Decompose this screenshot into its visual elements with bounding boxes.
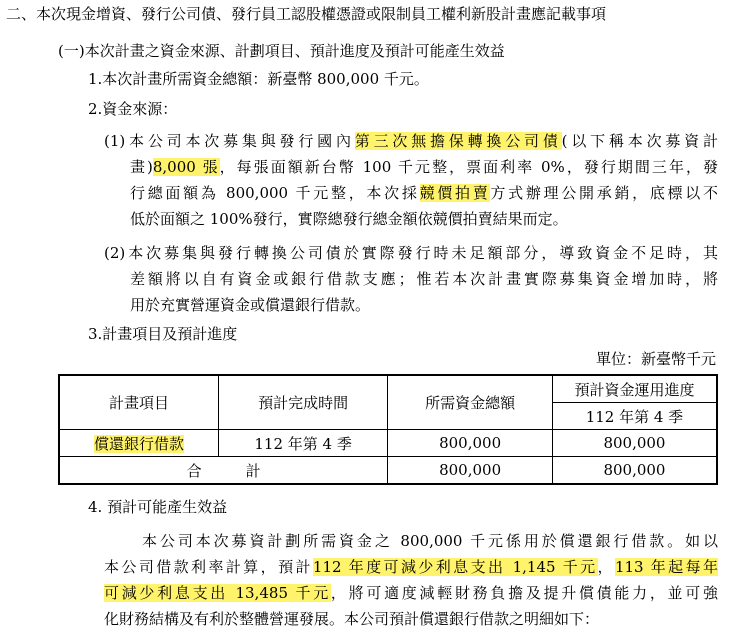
para4-text: ， <box>597 558 615 576</box>
cell-item <box>59 430 218 457</box>
para4-text: ，將可適度減輕財務負擔及提升償債能力，並可強 <box>330 584 718 602</box>
para4-line3 <box>104 582 718 604</box>
para4-line1: 本公司本次募資計劃所需資金之 800,000 千元係用於償還銀行借款。如以 <box>142 532 718 550</box>
para2-line2: 差額將以自有資金或銀行借款支應；惟若本次計畫實際募集資金增加時，將 <box>130 270 718 288</box>
header-total: 所需資金總額 <box>388 375 553 430</box>
header-progress: 預計資金運用進度 <box>552 375 717 403</box>
item-fund-source: 2.資金來源： <box>88 100 178 118</box>
para2-line1: (2)本次募集與發行轉換公司債於實際發行時未足額部分，導致資金不足時，其 <box>104 244 718 262</box>
unit-label: 單位：新臺幣千元 <box>595 350 716 368</box>
highlight-interest-113: 113 年起每年 <box>614 558 718 576</box>
cell-time: 112 年第 4 季 <box>218 430 387 457</box>
para1-text: 畫) <box>130 158 153 176</box>
cell-sum-period: 800,000 <box>552 457 717 485</box>
item-plan-progress: 3.計畫項目及預計進度 <box>88 325 238 343</box>
highlight-bond-name: 第三次無擔保轉換公司債 <box>354 132 562 150</box>
table-sum-row <box>59 457 717 485</box>
table-row <box>59 430 717 457</box>
para1-line2 <box>130 156 718 178</box>
highlight-interest-amount: 可減少利息支出 13,485 千元 <box>104 584 331 602</box>
para1-text: 方式辦理公開承銷，底標以不 <box>490 184 718 202</box>
cell-total: 800,000 <box>388 430 553 457</box>
sum-label-a: 合 <box>186 461 202 480</box>
header-time: 預計完成時間 <box>218 375 387 430</box>
item-benefits: 4. 預計可能產生效益 <box>88 498 228 516</box>
para2-line3: 用於充實營運資金或償還銀行借款。 <box>130 296 371 314</box>
para4-line4: 化財務結構及有利於整體營運發展。本公司預計償還銀行借款之明細如下： <box>104 610 600 628</box>
sum-label-b: 計 <box>245 461 261 480</box>
cell-sum-total: 800,000 <box>388 457 553 485</box>
highlight-auction: 競價拍賣 <box>419 184 491 202</box>
para1-text: 行總面額為 800,000 千元整，本次採 <box>130 184 420 202</box>
para1-text: (1)本公司本次募集與發行國內 <box>104 132 355 150</box>
para4-line2 <box>104 556 718 578</box>
section-heading: 二、本次現金增資、發行公司債、發行員工認股權憑證或限制員工權利新股計畫應記載事項 <box>6 5 607 23</box>
para1-text: ，每張面額新台幣 100 千元整，票面利率 0%，發行期間三年，發 <box>219 158 718 176</box>
table-header-row <box>59 375 717 403</box>
cell-period: 800,000 <box>552 430 717 457</box>
item-total-funds: 1.本次計畫所需資金總額：新臺幣 800,000 千元。 <box>88 70 429 88</box>
highlight-repay: 償還銀行借款 <box>93 434 184 453</box>
para1-line4: 低於面額之 100%發行，實際總發行總金額依競價拍賣結果而定。 <box>130 210 568 228</box>
highlight-interest-112: 112 年度可減少利息支出 1,145 千元 <box>312 558 598 576</box>
para1-text: (以下稱本次募資計 <box>561 132 718 150</box>
para1-line3 <box>130 182 718 204</box>
cell-sum-label <box>59 457 388 485</box>
para1-line1 <box>104 130 718 152</box>
header-period: 112 年第 4 季 <box>552 403 717 430</box>
highlight-unit-count: 8,000 張 <box>152 158 220 176</box>
plan-table <box>58 374 718 485</box>
para4-text: 本公司借款利率計算，預計 <box>104 558 313 576</box>
subsection-title: (一)本次計畫之資金來源、計劃項目、預計進度及預計可能產生效益 <box>58 42 505 60</box>
header-item: 計畫項目 <box>59 375 218 430</box>
